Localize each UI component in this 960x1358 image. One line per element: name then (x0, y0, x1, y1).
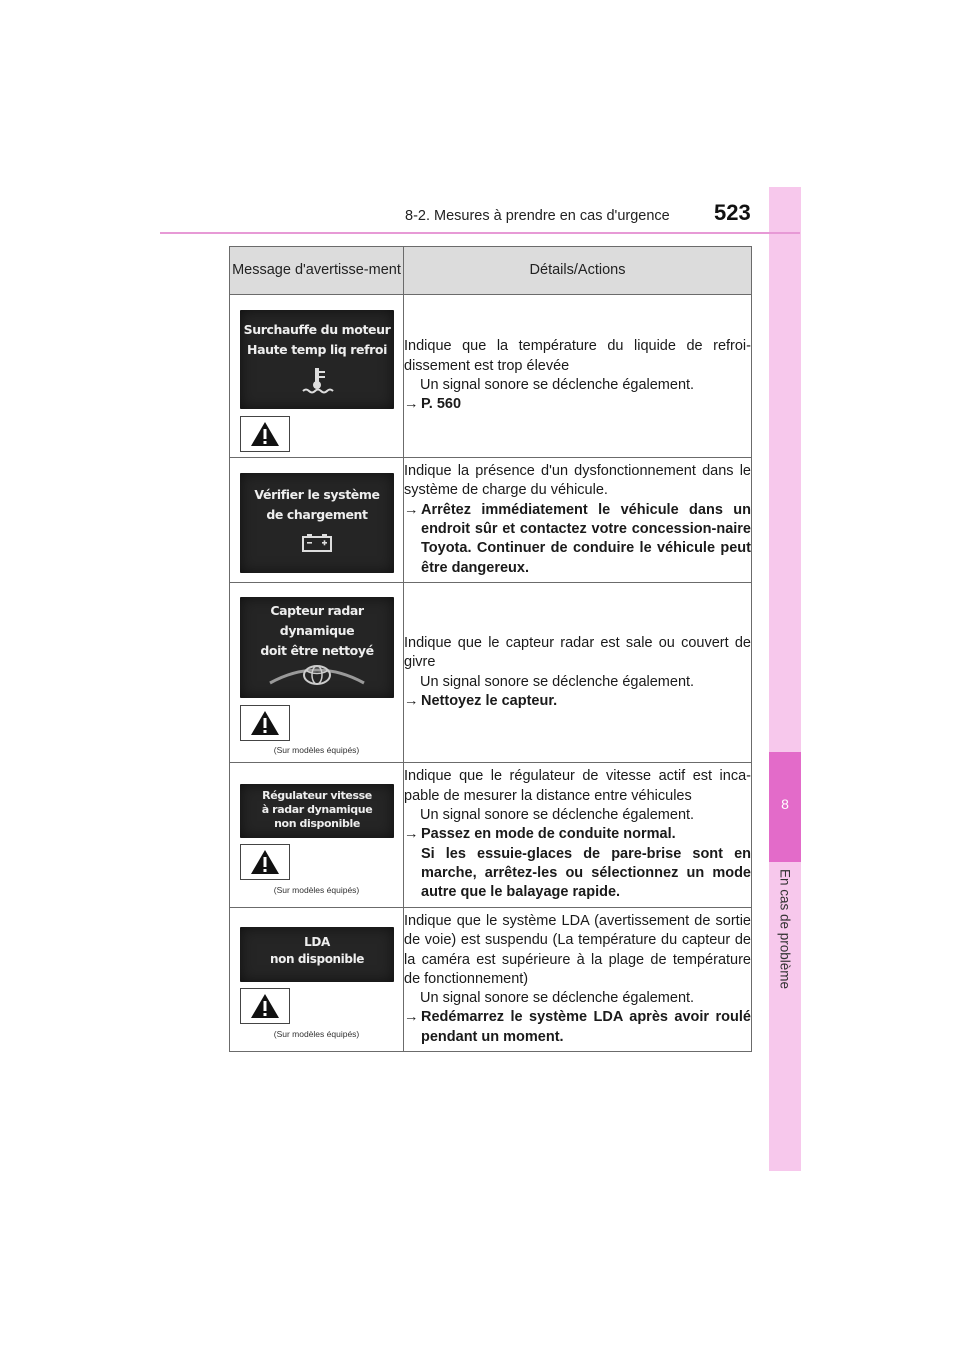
description-text: Indique que le régulateur de vitesse actif est inca-pable de mesurer la distance entre véhicules (404, 768, 751, 804)
display-screen (240, 310, 394, 409)
sound-note: Un signal sonore se déclenche également. (420, 807, 695, 824)
message-cell (230, 458, 404, 583)
screen-line: non disponible (274, 817, 360, 830)
page-reference-link[interactable]: P. 560 (421, 396, 462, 413)
column-header-details: Détails/Actions (404, 247, 752, 295)
screen-line: de chargement (266, 507, 368, 522)
message-cell (230, 763, 404, 908)
details-cell (404, 583, 752, 763)
table-row (230, 908, 752, 1052)
table-row (230, 583, 752, 763)
table-header-row (230, 247, 752, 295)
description-text: Indique que le système LDA (avertissement de sortie de voie) est suspendu (La température du capteur de la caméra est supérieure à la plage de température de fonctionnement) (404, 912, 751, 987)
description-text: Indique que le capteur radar est sale ou couvert de givre (404, 634, 751, 671)
action-line (404, 395, 751, 414)
action-text: Si les essuie-glaces de pare-brise sont en marche, arrêtez-les ou sélectionnez un mode autre que le balayage rapide. (421, 845, 751, 901)
battery-icon (300, 531, 334, 553)
message-cell (230, 908, 404, 1052)
screen-line: Régulateur vitesse (262, 789, 372, 802)
screen-line: Capteur radar (270, 603, 364, 618)
coolant-temperature-icon (300, 366, 334, 396)
warning-message-table (229, 246, 752, 1052)
screen-line: à radar dynamique (261, 803, 373, 816)
table-row (230, 295, 752, 458)
arrow-icon: → (404, 1009, 419, 1026)
action-line (404, 501, 751, 578)
description-text: Indique la présence d'un dysfonctionnement dans le système de charge du véhicule. (404, 463, 751, 499)
message-cell (230, 295, 404, 458)
message-cell (230, 583, 404, 763)
chapter-number: 8 (781, 796, 789, 812)
screen-line: Vérifier le système (254, 487, 380, 502)
action-line (404, 692, 751, 711)
action-line (404, 825, 751, 844)
equipped-note: (Sur modèles équipés) (273, 745, 360, 755)
details-cell (404, 458, 752, 583)
sound-note: Un signal sonore se déclenche également. (420, 990, 695, 1007)
screen-line: Haute temp liq refroi (247, 342, 387, 357)
column-header-message: Message d'avertisse-ment (230, 247, 404, 295)
action-line (404, 1008, 751, 1047)
equipped-note: (Sur modèles équipés) (273, 885, 360, 895)
display-screen (240, 927, 394, 982)
display-screen (240, 784, 394, 838)
page-number: 523 (714, 200, 751, 225)
chapter-side-tab (769, 187, 801, 1171)
chapter-label: En cas de problème (777, 868, 793, 990)
header-rule (160, 232, 800, 234)
section-title: 8-2. Mesures à prendre en cas d'urgence (405, 208, 670, 224)
warning-triangle-icon (240, 844, 290, 880)
arrow-icon: → (404, 396, 419, 413)
action-text: Redémarrez le système LDA après avoir roulé pendant un moment. (421, 1009, 751, 1045)
screen-line: non disponible (269, 952, 365, 966)
sound-note: Un signal sonore se déclenche également. (420, 673, 695, 690)
sound-note: Un signal sonore se déclenche également. (420, 377, 695, 393)
display-screen (240, 597, 394, 698)
action-line (404, 845, 751, 903)
details-cell (404, 295, 752, 458)
arrow-icon: → (404, 826, 419, 843)
arrow-icon: → (404, 501, 419, 518)
arrow-icon: → (404, 692, 419, 709)
screen-line: doit être nettoyé (260, 643, 374, 658)
details-cell (404, 908, 752, 1052)
action-text: Arrêtez immédiatement le véhicule dans un endroit sûr et contactez votre concession-naire Toyota. Continuer de conduire le véhicule peut être dangereux. (421, 501, 751, 576)
details-cell (404, 763, 752, 908)
table-row (230, 763, 752, 908)
table-row (230, 458, 752, 583)
screen-line: LDA (304, 935, 330, 949)
warning-triangle-icon (240, 705, 290, 741)
screen-line: Surchauffe du moteur (243, 322, 391, 337)
display-screen (240, 473, 394, 573)
action-text: Passez en mode de conduite normal. (421, 826, 676, 843)
screen-line: dynamique (279, 623, 355, 638)
action-text: Nettoyez le capteur. (421, 692, 558, 709)
description-text: Indique que la température du liquide de refroi-dissement est trop élevée (404, 338, 751, 374)
warning-triangle-icon (240, 988, 290, 1024)
toyota-grille-icon (262, 661, 372, 689)
equipped-note: (Sur modèles équipés) (273, 1029, 360, 1039)
warning-triangle-icon (240, 416, 290, 452)
